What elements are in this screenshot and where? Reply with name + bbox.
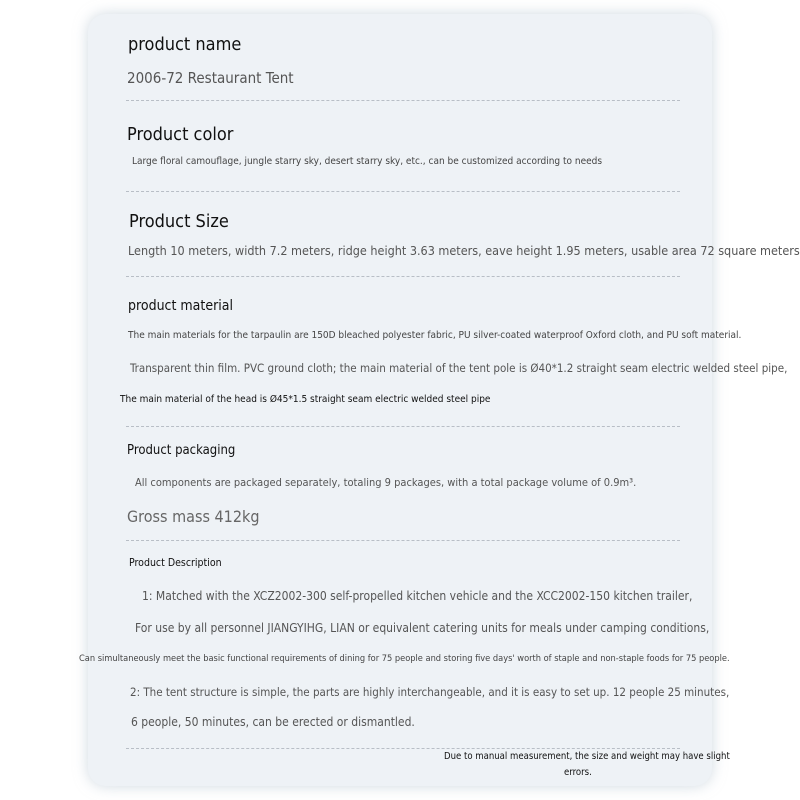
product-material-line-1: The main materials for the tarpaulin are 150D bleached polyester fabric, PU silver-coated waterproof Oxford cloth, and PU soft material. [128,330,742,341]
product-material-line-3: The main material of the head is Ø45*1.5 straight seam electric welded steel pipe [120,394,491,405]
product-packaging-value: All components are packaged separately, totaling 9 packages, with a total package volume of 0.9m³. [135,476,637,489]
divider [126,748,680,749]
product-material-label: product material [128,298,233,314]
description-line-4: 2: The tent structure is simple, the parts are highly interchangeable, and it is easy to set up. 12 people 25 minutes, [130,685,730,699]
divider [126,276,680,277]
disclaimer-line-1: Due to manual measurement, the size and weight may have slight [444,751,730,762]
product-color-label: Product color [127,124,234,145]
product-name-label: product name [128,34,242,55]
divider [126,426,680,427]
divider [126,191,680,192]
product-color-value: Large floral camouflage, jungle starry sky, desert starry sky, etc., can be customized according to needs [132,156,603,167]
divider [126,100,680,101]
gross-mass: Gross mass 412kg [127,507,260,526]
description-line-1: 1: Matched with the XCZ2002-300 self-propelled kitchen vehicle and the XCC2002-150 kitchen trailer, [142,589,693,603]
product-packaging-label: Product packaging [127,443,236,458]
product-size-label: Product Size [129,211,229,232]
divider [126,540,680,541]
product-name-value: 2006-72 Restaurant Tent [127,69,294,87]
description-line-5: 6 people, 50 minutes, can be erected or dismantled. [131,715,415,729]
disclaimer-line-2: errors. [564,767,592,778]
product-material-line-2: Transparent thin film. PVC ground cloth; the main material of the tent pole is Ø40*1.2 straight seam electric welded steel pipe, [130,361,788,375]
description-line-2: For use by all personnel JIANGYIHG, LIAN or equivalent catering units for meals under camping conditions, [135,621,710,635]
product-description-label: Product Description [129,557,222,569]
description-line-3: Can simultaneously meet the basic functional requirements of dining for 75 people and storing five days' worth of staple and non-staple foods for 75 people. [79,653,730,664]
product-size-value: Length 10 meters, width 7.2 meters, ridge height 3.63 meters, eave height 1.95 meters, usable area 72 square meters [128,243,800,258]
